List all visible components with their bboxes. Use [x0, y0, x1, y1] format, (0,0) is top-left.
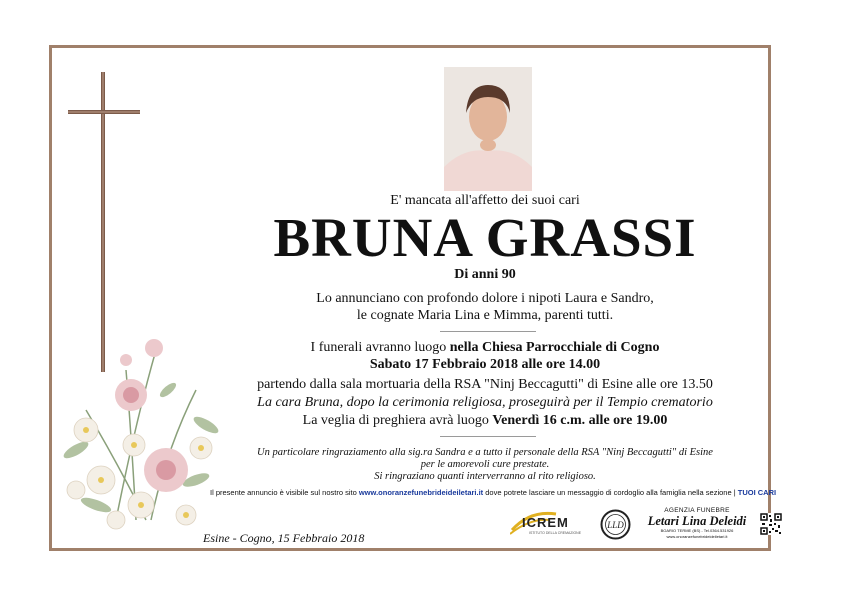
church-name: nella Chiesa Parrocchiale di Cogno	[449, 340, 660, 355]
agency-name: Letari Lina Deleidi	[647, 514, 747, 528]
cross-arm	[68, 110, 140, 114]
agency-block	[638, 507, 756, 540]
deceased-name: BRUNA GRASSI	[273, 207, 697, 268]
vigil-date: Venerdì 16 c.m. alle ore 19.00	[492, 413, 668, 428]
seal-text: LLD	[607, 520, 624, 530]
icrem-logo-text: ICREM	[522, 515, 569, 530]
thanks-line-1: Un particolare ringraziamento alla sig.ra Sandra e a tutto il personale della RSA "Ninj Beccagutti" di Esine	[257, 447, 713, 458]
place-date: Esine - Cogno, 15 Febbraio 2018	[203, 531, 365, 545]
thanks-line-3: Si ringraziano quanti interverranno al rito religioso.	[374, 471, 596, 482]
website-link[interactable]: www.onoranzefunebrideideiletari.it	[358, 488, 484, 497]
intro-text: E' mancata all'affetto dei suoi cari	[390, 193, 580, 208]
divider	[440, 331, 536, 332]
funeral-line-5	[220, 412, 750, 429]
deceased-photo	[444, 67, 532, 191]
funeral-date: Sabato 17 Febbraio 2018 alle ore 14.00	[369, 357, 601, 372]
seal-icon	[600, 509, 631, 540]
divider	[440, 436, 536, 437]
flowers-icon	[56, 330, 224, 538]
tuoi-cari-link[interactable]: TUOI CARI	[737, 488, 777, 497]
thanks-line-2: per le amorevoli cure prestate.	[420, 459, 550, 470]
funeral-line-3: partendo dalla sala mortuaria della RSA "Ninj Beccagutti" di Esine alle ore 13.50	[257, 377, 713, 392]
funeral-line-1-text: I funerali avranno luogo	[310, 340, 450, 355]
announce-line-1: Lo annunciano con profondo dolore i nipoti Laura e Sandro,	[316, 291, 654, 306]
agency-label: AGENZIA FUNEBRE	[664, 507, 730, 514]
notice-pre: Il presente annuncio è visibile sul nostro sito	[210, 488, 359, 497]
funeral-line-1	[220, 339, 750, 356]
qr-code-icon[interactable]	[760, 513, 782, 535]
funeral-line-4: La cara Bruna, dopo la cerimonia religiosa, proseguirà per il Tempio crematorio	[257, 395, 713, 410]
announce-line-2: le cognate Maria Lina e Mimma, parenti tutti.	[356, 308, 614, 323]
vigil-text: La veglia di preghiera avrà luogo	[302, 413, 493, 428]
age-text: Di anni 90	[454, 267, 516, 282]
website-notice	[210, 488, 777, 497]
cross-icon	[101, 72, 105, 372]
agency-address: BOARIO TERME (BS) - Tel.0364.531926	[660, 528, 734, 533]
agency-site[interactable]: www.onoranzefunebrideideiletari.it	[666, 534, 728, 539]
icrem-subtitle: ISTITUTO DELLA CREMAZIONE	[528, 531, 582, 535]
notice-mid: dove potrete lasciare un messaggio di cordoglio alla famiglia nella sezione |	[483, 488, 738, 497]
